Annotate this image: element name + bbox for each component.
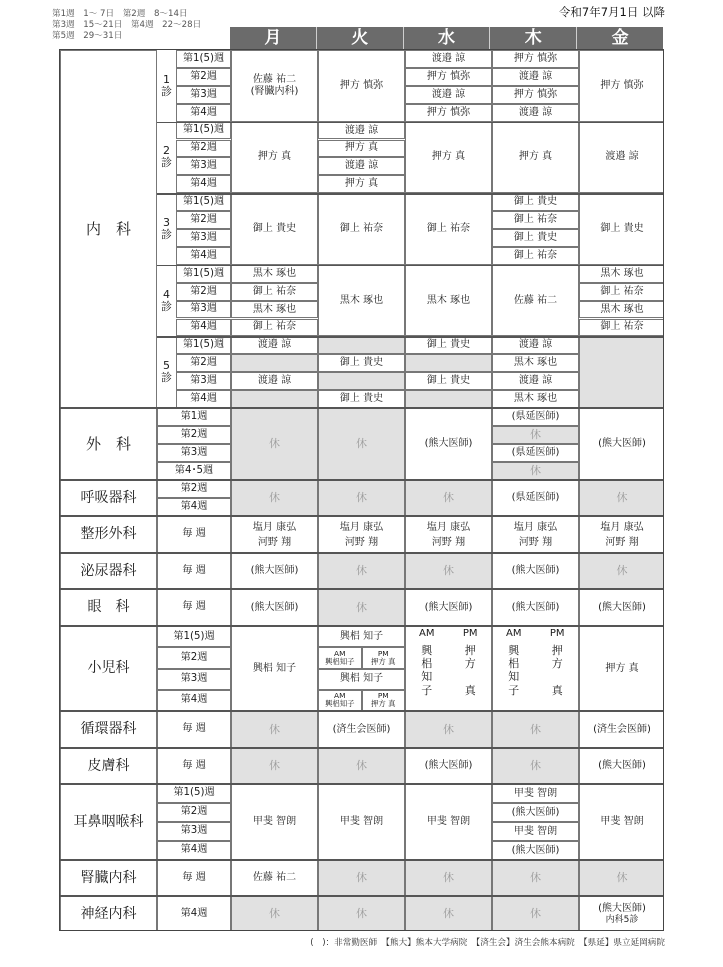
off-cell: 休 xyxy=(231,896,318,931)
week-label: 第4週 xyxy=(176,175,231,193)
doctor-cell: 御上 貴史 xyxy=(318,354,405,372)
off-cell: 休 xyxy=(318,748,405,784)
pm-label: PM xyxy=(549,628,565,639)
doctor-cell xyxy=(579,516,664,553)
off-cell: 休 xyxy=(405,480,492,516)
off-cell: 休 xyxy=(231,408,318,480)
doctor-cell: 押方 真 xyxy=(405,122,492,194)
off-cell: 休 xyxy=(579,860,664,896)
week-label: 第4･5週 xyxy=(157,462,231,480)
doctor-cell: (熊大医師) xyxy=(492,589,579,626)
doctor-cell: (熊大医師) xyxy=(579,408,664,480)
week-label: 第1(5)週 xyxy=(157,626,231,647)
off-cell: 休 xyxy=(492,896,579,931)
doctor-cell: 渡邉 諒 xyxy=(231,336,318,354)
week-label: 第1週 xyxy=(157,408,231,426)
pm-label: PM xyxy=(462,628,478,639)
doctor-cell: (済生会医師) xyxy=(579,711,664,748)
pm-doctor-cell xyxy=(362,647,406,668)
week-label: 第4週 xyxy=(157,690,231,711)
doctor-cell: (熊大医師) xyxy=(492,803,579,822)
doctor-cell: 御上 祐奈 xyxy=(492,247,579,265)
doctor-cell: 渡邉 諒 xyxy=(492,372,579,390)
off-cell: 休 xyxy=(492,426,579,444)
doctor-cell: 御上 祐奈 xyxy=(231,283,318,301)
dept-naika: 内 科 xyxy=(60,50,157,408)
doctor-cell: 佐藤 祐二 (腎臓内科) xyxy=(231,50,318,122)
doctor-cell: 甲斐 智朗 xyxy=(579,784,664,860)
week-label: 第2週 xyxy=(157,647,231,668)
day-header-mon: 月 xyxy=(230,27,317,49)
doctor-cell: 押方 真 xyxy=(318,140,405,158)
week-label: 第3週 xyxy=(176,229,231,247)
week-legend: 第1週 1〜 7日 第2週 8〜14日 第3週 15〜21日 第4週 22〜28日 第5週 29〜31日 xyxy=(52,9,202,41)
doctor-cell: (熊大医師) xyxy=(231,589,318,626)
doctor-cell xyxy=(231,516,318,553)
off-cell: 休 xyxy=(231,748,318,784)
week-label: 第1(5)週 xyxy=(176,193,231,211)
footer-note: ( )：非常勤医師 【熊大】熊本大学病院 【済生会】済生会熊本病院 【県延】県立延岡病院 xyxy=(310,938,665,948)
week-label: 第2週 xyxy=(157,803,231,822)
off-cell: 休 xyxy=(492,462,579,480)
week-label: 第2週 xyxy=(176,283,231,301)
empty-cell xyxy=(318,372,405,390)
doctor-cell: (熊大医師) xyxy=(579,748,664,784)
off-cell: 休 xyxy=(231,711,318,748)
week-label: 毎 週 xyxy=(157,860,231,896)
doctor-name: 河野 翔 xyxy=(257,536,292,548)
week-label: 第3週 xyxy=(176,372,231,390)
doctor-cell xyxy=(492,516,579,553)
pm-label: PM xyxy=(377,648,389,658)
week-label: 第4週 xyxy=(176,390,231,408)
doctor-cell: 押方 慎弥 xyxy=(405,104,492,122)
off-cell: 休 xyxy=(579,480,664,516)
doctor-name: 塩月 康弘 xyxy=(600,521,644,533)
doctor-name: 押 方 真 xyxy=(464,644,476,697)
doctor-cell: 御上 祐奈 xyxy=(231,319,318,337)
doctor-cell: 甲斐 智朗 xyxy=(492,784,579,803)
doctor-cell: 御上 貴史 xyxy=(405,372,492,390)
doctor-cell: 佐藤 祐二 xyxy=(231,860,318,896)
naika-section-label-3: 3 診 xyxy=(161,215,172,241)
doctor-cell: 黒木 琢也 xyxy=(579,265,664,283)
week-label: 第3週 xyxy=(157,444,231,462)
empty-cell xyxy=(231,354,318,372)
naika-section-label-5: 5 診 xyxy=(161,359,172,385)
doctor-name: 河野 翔 xyxy=(344,536,379,548)
doctor-name: 塩月 康弘 xyxy=(513,521,558,533)
week-label: 第1(5)週 xyxy=(176,50,231,68)
doctor-cell: 渡邉 諒 xyxy=(579,122,664,194)
doctor-cell: (熊大医師) xyxy=(579,589,664,626)
dept-shoni: 小児科 xyxy=(60,626,157,711)
am-label: AM xyxy=(334,648,346,658)
cell-frame xyxy=(405,626,492,711)
week-label: 第4週 xyxy=(176,319,231,337)
week-label: 第4週 xyxy=(157,498,231,516)
dept-seikei: 整形外科 xyxy=(60,516,157,553)
am-label: AM xyxy=(419,628,435,639)
doctor-cell: 黒木 琢也 xyxy=(492,354,579,372)
dept-junkan: 循環器科 xyxy=(60,711,157,748)
doctor-cell: 御上 貴史 xyxy=(231,193,318,265)
doctor-cell: 押方 真 xyxy=(492,122,579,194)
doctor-cell: 黒木 琢也 xyxy=(492,390,579,408)
naika-section-label-4: 4 診 xyxy=(161,287,172,313)
doctor-cell: 黒木 琢也 xyxy=(318,265,405,337)
week-label: 毎 週 xyxy=(157,589,231,626)
doctor-cell: (熊大医師) xyxy=(405,408,492,480)
doctor-cell: (熊大医師) xyxy=(492,553,579,589)
doctor-cell: 甲斐 智朗 xyxy=(231,784,318,860)
week-label: 第4週 xyxy=(176,247,231,265)
doctor-name: 興 梠 知 子 xyxy=(421,644,433,697)
doctor-cell: 押方 慎弥 xyxy=(579,50,664,122)
weekday-header xyxy=(230,27,663,49)
week-label: 第1(5)週 xyxy=(157,784,231,803)
week-label: 第2週 xyxy=(176,354,231,372)
doctor-cell: 押方 慎弥 xyxy=(492,50,579,68)
doctor-name: 興 梠 知 子 xyxy=(508,644,520,697)
doctor-cell: 御上 貴史 xyxy=(579,193,664,265)
off-cell: 休 xyxy=(405,896,492,931)
doctor-cell: 黒木 琢也 xyxy=(579,301,664,319)
week-label: 第4週 xyxy=(176,104,231,122)
off-cell: 休 xyxy=(231,480,318,516)
doctor-cell: 甲斐 智朗 xyxy=(492,822,579,841)
day-header-thu: 木 xyxy=(490,27,577,49)
schedule-table xyxy=(59,49,664,931)
am-label: AM xyxy=(506,628,522,639)
pm-label: PM xyxy=(377,691,389,701)
doctor-name: 押方 真 xyxy=(370,699,396,709)
doctor-cell: 御上 貴史 xyxy=(318,390,405,408)
am-doctor-cell xyxy=(318,647,362,668)
week-label: 第3週 xyxy=(157,822,231,841)
week-label: 第2週 xyxy=(157,426,231,444)
doctor-cell: 渡邉 諒 xyxy=(231,372,318,390)
off-cell: 休 xyxy=(492,748,579,784)
doctor-cell: 佐藤 祐二 xyxy=(492,265,579,337)
empty-cell xyxy=(231,390,318,408)
doctor-cell xyxy=(318,516,405,553)
doctor-name: (熊大医師) xyxy=(598,902,646,914)
doctor-cell: 渡邉 諒 xyxy=(318,122,405,140)
doctor-name: 河野 翔 xyxy=(518,536,553,548)
dept-jinzo: 腎臓内科 xyxy=(60,860,157,896)
off-cell: 休 xyxy=(318,408,405,480)
week-label: 第1(5)週 xyxy=(176,336,231,354)
week-label: 第1(5)週 xyxy=(176,122,231,140)
off-cell: 休 xyxy=(405,553,492,589)
doctor-cell: 渡邉 諒 xyxy=(405,50,492,68)
week-label: 第2週 xyxy=(157,480,231,498)
week-label: 第2週 xyxy=(176,140,231,158)
doctor-cell: (熊大医師) xyxy=(405,748,492,784)
pm-doctor-cell xyxy=(362,690,406,711)
doctor-cell: 興梠 知子 xyxy=(231,626,318,711)
doctor-cell: (熊大医師) xyxy=(492,841,579,860)
doctor-cell: (熊大医師) xyxy=(231,553,318,589)
off-cell: 休 xyxy=(579,553,664,589)
week-label: 第3週 xyxy=(176,157,231,175)
doctor-cell: 押方 慎弥 xyxy=(492,86,579,104)
doctor-cell: 押方 慎弥 xyxy=(405,68,492,86)
doctor-cell: 御上 貴史 xyxy=(492,193,579,211)
day-header-wed: 水 xyxy=(404,27,491,49)
doctor-cell: 御上 貴史 xyxy=(492,229,579,247)
doctor-cell: 興梠 知子 xyxy=(318,669,405,690)
dept-kokyu: 呼吸器科 xyxy=(60,480,157,516)
doctor-cell: 押方 真 xyxy=(318,175,405,193)
off-cell: 休 xyxy=(492,860,579,896)
empty-cell xyxy=(579,336,664,408)
empty-cell xyxy=(405,390,492,408)
dept-shinkei: 神経内科 xyxy=(60,896,157,931)
doctor-cell: 黒木 琢也 xyxy=(231,301,318,319)
week-label: 第2週 xyxy=(176,68,231,86)
doctor-cell: 御上 祐奈 xyxy=(318,193,405,265)
week-label: 第3週 xyxy=(176,86,231,104)
doctor-cell: (県延医師) xyxy=(492,408,579,426)
doctor-name: 興梠知子 xyxy=(324,656,355,666)
off-cell: 休 xyxy=(405,860,492,896)
doctor-cell xyxy=(405,516,492,553)
doctor-cell: 興梠 知子 xyxy=(318,626,405,647)
empty-cell xyxy=(318,336,405,354)
off-cell: 休 xyxy=(318,896,405,931)
doctor-cell: 押方 慎弥 xyxy=(318,50,405,122)
week-label: 第1(5)週 xyxy=(176,265,231,283)
off-cell: 休 xyxy=(318,480,405,516)
doctor-cell: 渡邉 諒 xyxy=(492,104,579,122)
dept-hinyo: 泌尿器科 xyxy=(60,553,157,589)
off-cell: 休 xyxy=(405,711,492,748)
week-label: 第4週 xyxy=(157,841,231,860)
week-label: 毎 週 xyxy=(157,516,231,553)
doctor-name: 押方 真 xyxy=(370,656,396,666)
doctor-note: 内科5診 xyxy=(605,914,639,925)
doctor-cell: 御上 祐奈 xyxy=(579,283,664,301)
doctor-cell: 押方 真 xyxy=(231,122,318,194)
doctor-cell: (県延医師) xyxy=(492,480,579,516)
doctor-cell: 押方 真 xyxy=(579,626,664,711)
doctor-cell: 御上 祐奈 xyxy=(405,193,492,265)
doctor-cell: 渡邉 諒 xyxy=(318,157,405,175)
doctor-cell xyxy=(579,896,664,931)
dept-jibi: 耳鼻咽喉科 xyxy=(60,784,157,860)
day-header-tue: 火 xyxy=(317,27,404,49)
week-label: 第3週 xyxy=(176,301,231,319)
doctor-name: 塩月 康弘 xyxy=(426,521,471,533)
day-header-fri: 金 xyxy=(611,28,629,48)
dept-ganka: 眼 科 xyxy=(60,589,157,626)
week-label: 第2週 xyxy=(176,211,231,229)
am-label: AM xyxy=(334,691,346,701)
naika-section-label-2: 2 診 xyxy=(161,144,172,170)
doctor-cell: 渡邉 諒 xyxy=(492,68,579,86)
doctor-cell: 甲斐 智朗 xyxy=(318,784,405,860)
week-label: 毎 週 xyxy=(157,748,231,784)
am-doctor-cell xyxy=(318,690,362,711)
doctor-cell: 渡邉 諒 xyxy=(492,336,579,354)
week-label: 毎 週 xyxy=(157,711,231,748)
empty-cell xyxy=(405,354,492,372)
off-cell: 休 xyxy=(318,589,405,626)
week-label: 第3週 xyxy=(157,669,231,690)
doctor-name: 興梠知子 xyxy=(324,699,355,709)
doctor-name: 河野 翔 xyxy=(431,536,466,548)
week-label: 第4週 xyxy=(157,896,231,931)
doctor-name: 河野 翔 xyxy=(605,536,639,548)
doctor-cell: (県延医師) xyxy=(492,444,579,462)
naika-section-label-1: 1 診 xyxy=(161,72,172,98)
effective-date: 令和7年7月1日 以降 xyxy=(558,5,665,19)
doctor-cell: 渡邉 諒 xyxy=(405,86,492,104)
doctor-cell: 甲斐 智朗 xyxy=(405,784,492,860)
doctor-cell: 黒木 琢也 xyxy=(231,265,318,283)
doctor-cell: (熊大医師) xyxy=(405,589,492,626)
doctor-cell: 御上 貴史 xyxy=(405,336,492,354)
doctor-cell: 黒木 琢也 xyxy=(405,265,492,337)
off-cell: 休 xyxy=(318,553,405,589)
off-cell: 休 xyxy=(492,711,579,748)
doctor-cell: (済生会医師) xyxy=(318,711,405,748)
dept-geka: 外 科 xyxy=(60,408,157,480)
doctor-name: 塩月 康弘 xyxy=(339,521,384,533)
doctor-name: 押 方 真 xyxy=(551,644,563,697)
cell-frame xyxy=(492,626,579,711)
week-label: 毎 週 xyxy=(157,553,231,589)
dept-hifu: 皮膚科 xyxy=(60,748,157,784)
off-cell: 休 xyxy=(318,860,405,896)
doctor-cell: 御上 祐奈 xyxy=(492,211,579,229)
doctor-name: 塩月 康弘 xyxy=(252,521,297,533)
doctor-cell: 御上 祐奈 xyxy=(579,319,664,337)
